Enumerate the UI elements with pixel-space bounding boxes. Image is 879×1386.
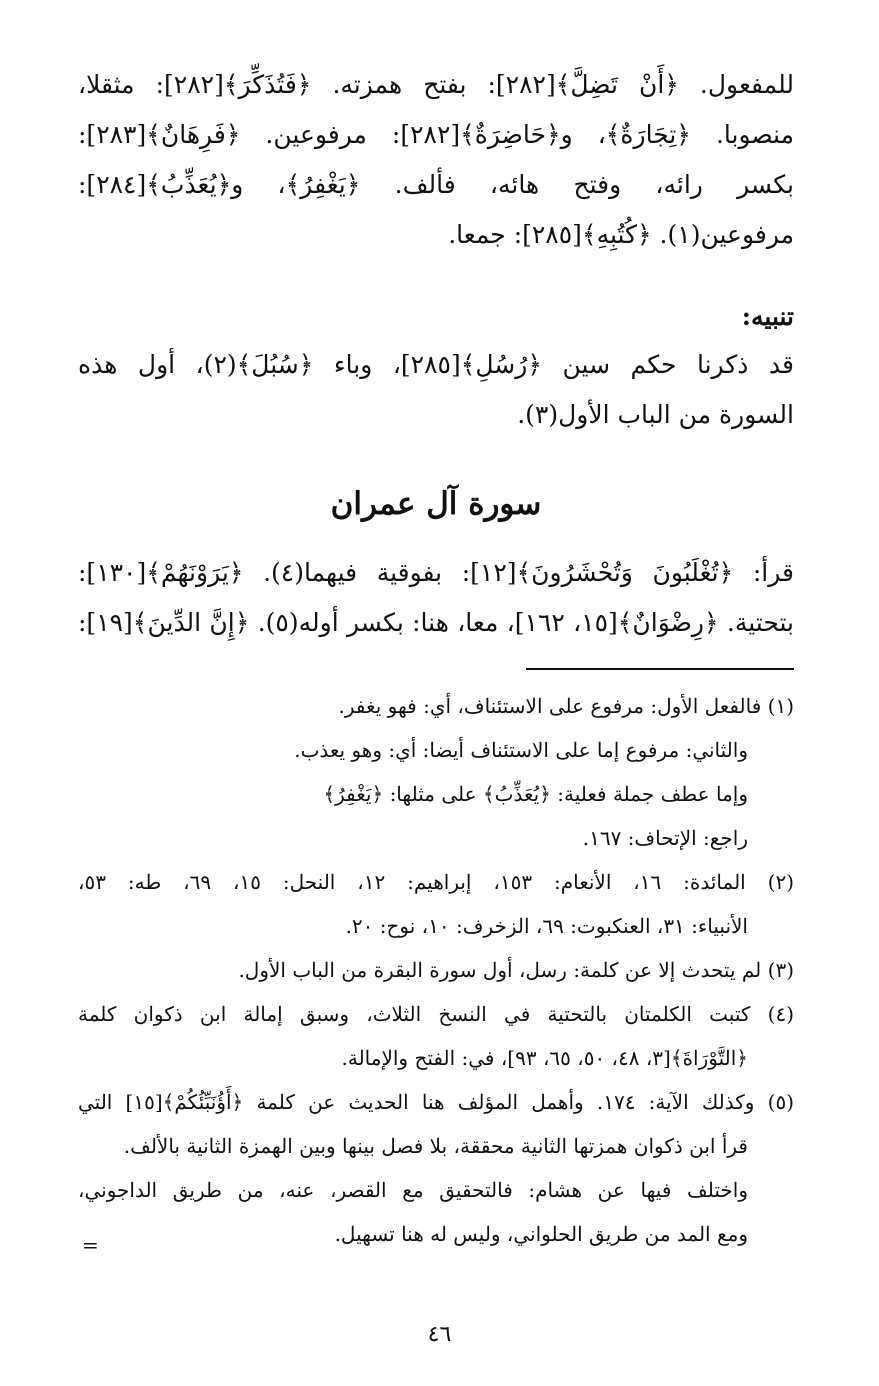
footnotes [78,684,794,1256]
notice-heading: تنبيه: [741,302,794,331]
text-line: منصوبا. ﴿تِجَارَةٌ﴾، و﴿حَاضِرَةٌ﴾[٢٨٢]: مرفوعين. ﴿فَرِهَانٌ﴾[٢٨٣]: [78,120,794,149]
footnote-line: قرأ ابن ذكوان همزتها الثانية محققة، بلا فصل بينها وبين الهمزة الثانية بالألف. [123,1134,748,1158]
footnote-line: ومع المد من طريق الحلواني، وليس له هنا تسهيل. [334,1222,748,1246]
text-line: السورة من الباب الأول(٣). [517,400,794,429]
text-line: قد ذكرنا حكم سين ﴿رُسُلِ﴾[٢٨٥]، وباء ﴿سُبُلَ﴾(٢)، أول هذه [78,350,794,379]
body-paragraph [78,60,794,260]
text-line: قرأ: ﴿تُغْلَبُونَ وَتُحْشَرُونَ﴾[١٢]: بفوقية فيهما(٤). ﴿يَرَوْنَهُمْ﴾[١٣٠]: [78,558,794,587]
text-line: للمفعول. ﴿أَنْ تَضِلَّ﴾[٢٨٢]: بفتح همزته. ﴿فَتُذَكِّرَ﴾[٢٨٢]: مثقلا، [78,70,794,99]
notice-paragraph [78,340,794,440]
footnote-line: (٤) كتبت الكلمتان بالتحتية في النسخ الثلاث، وسبق إمالة ابن ذكوان كلمة [78,1002,794,1026]
page-number: ٤٦ [427,1322,452,1347]
surah-title: سورة آل عمران [330,486,542,522]
text-line: بتحتية. ﴿رِضْوَانٌ﴾[١٥، ١٦٢]، معا، هنا: بكسر أوله(٥). ﴿إِنَّ الدِّينَ﴾[١٩]: [78,608,794,637]
footnote-divider [526,668,794,670]
footnote-line: والثاني: مرفوع إما على الاستئناف أيضا: أي: وهو يعذب. [294,738,748,762]
footnote-line: (٢) المائدة: ١٦، الأنعام: ١٥٣، إبراهيم: ١٢، النحل: ١٥، ٦٩، طه: ٥٣، [78,870,795,894]
footnote-line: واختلف فيها عن هشام: فالتحقيق مع القصر، عنه، من طريق الداجوني، [78,1178,748,1202]
footnote-line: (٥) وكذلك الآية: ١٧٤. وأهمل المؤلف هنا الحديث عن كلمة ﴿أَؤُنَبِّئُكُمْ﴾[١٥] التي [78,1090,794,1114]
footnote-line: ﴿التَّوْرَاةَ﴾[٣، ٤٨، ٥٠، ٦٥، ٩٣]، في: الفتح والإمالة. [341,1046,748,1070]
continuation-mark: = [82,1233,99,1257]
page-content [78,60,794,1256]
footnote-line: الأنبياء: ٣١، العنكبوت: ٦٩، الزخرف: ١٠، نوح: ٢٠. [345,914,748,938]
text-line: بكسر رائه، وفتح هائه، فألف. ﴿يَغْفِرُ﴾، و﴿يُعَذِّبُ﴾[٢٨٤]: [78,170,794,199]
footnote-line: راجع: الإتحاف: ١٦٧. [582,826,748,850]
footnote-line: (٣) لم يتحدث إلا عن كلمة: رسل، أول سورة البقرة من الباب الأول. [238,958,794,982]
text-line: مرفوعين(١). ﴿كُتُبِهِ﴾[٢٨٥]: جمعا. [448,220,794,249]
surah-paragraph [78,548,794,648]
footnote-line: وإما عطف جملة فعلية: ﴿يُعَذِّبُ﴾ على مثلها: ﴿يَغْفِرُ﴾ [323,782,748,806]
footnote-line: (١) فالفعل الأول: مرفوع على الاستئناف، أي: فهو يغفر. [338,694,794,718]
